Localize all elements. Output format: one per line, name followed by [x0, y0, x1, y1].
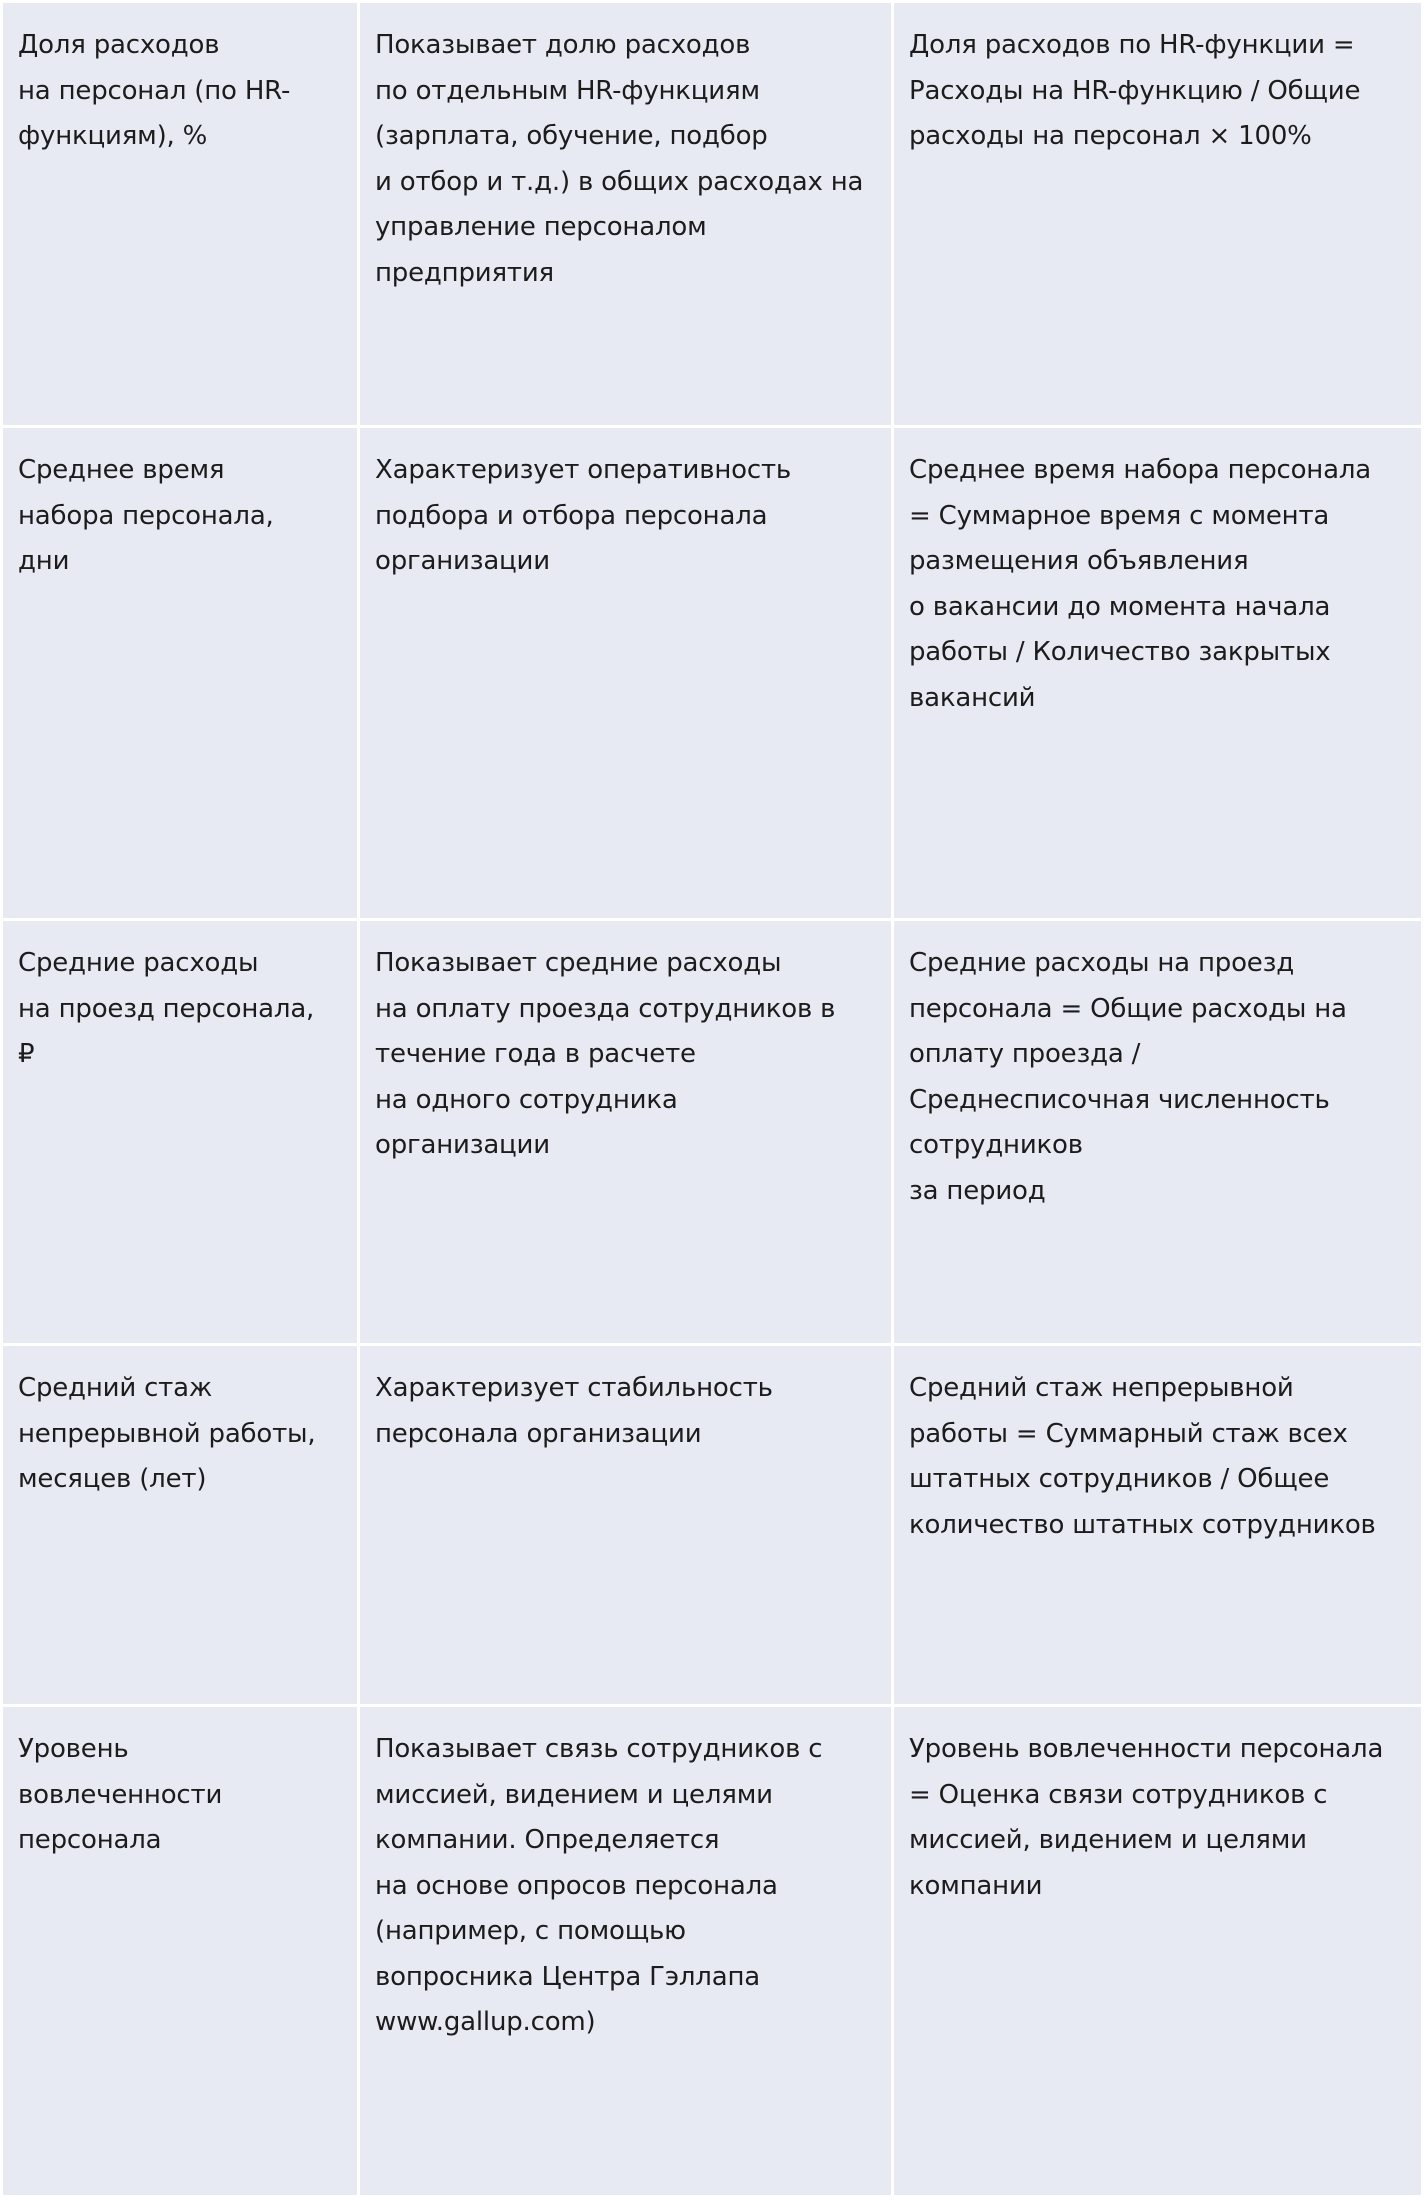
formula-text-line: количество штатных сотрудников [909, 1509, 1376, 1540]
formula-text-line: Расходы на HR-функцию / Общие [909, 75, 1361, 106]
description-text-line: на основе опросов персонала [375, 1870, 778, 1901]
hr-metrics-table [3, 3, 1421, 2195]
indicator-cell [3, 3, 357, 425]
description-text-line: миссией, видением и целями [375, 1779, 773, 1810]
description-text-line: предприятия [375, 257, 555, 288]
indicator-cell [3, 921, 357, 1343]
formula-text-line: Уровень вовлеченности персонала [909, 1734, 1384, 1764]
indicator-text-line: Среднее время [18, 455, 225, 485]
formula-text-line: о вакансии до момента начала [909, 591, 1331, 622]
indicator-cell [3, 1346, 357, 1704]
formula-text-line: = Суммарное время с момента [909, 500, 1330, 531]
formula-text-line: компании [909, 1870, 1043, 1901]
formula-text-line: штатных сотрудников / Общее [909, 1464, 1330, 1494]
indicator-text-line: Уровень [18, 1734, 129, 1764]
description-text-line: (зарплата, обучение, подбор [375, 121, 768, 151]
formula-cell [894, 428, 1421, 918]
formula-text-line: вакансий [909, 682, 1036, 713]
description-cell [360, 428, 891, 918]
formula-cell [894, 1346, 1421, 1704]
description-text-line: www.gallup.com) [375, 2007, 596, 2037]
description-text-line: компании. Определяется [375, 1825, 720, 1855]
indicator-text-line: месяцев (лет) [18, 1464, 207, 1494]
formula-text-line: расходы на персонал × 100% [909, 121, 1312, 151]
formula-text-line: Доля расходов по HR-функции = [909, 30, 1355, 60]
indicator-text-line: непрерывной работы, [18, 1418, 316, 1449]
description-text-line: Показывает связь сотрудников с [375, 1734, 823, 1764]
formula-text-line: сотрудников [909, 1130, 1083, 1160]
indicator-text-line: вовлеченности [18, 1779, 223, 1810]
indicator-text-line: ₽ [18, 1039, 35, 1069]
indicator-text-line: на проезд персонала, [18, 993, 315, 1024]
description-cell [360, 921, 891, 1343]
formula-cell [894, 921, 1421, 1343]
description-text-line: и отбор и т.д.) в общих расходах на [375, 166, 864, 197]
description-cell [360, 1346, 891, 1704]
indicator-text-line: функциям), % [18, 121, 208, 151]
description-text-line: Показывает средние расходы [375, 948, 782, 978]
indicator-text-line: Доля расходов [18, 30, 220, 60]
formula-text-line: персонала = Общие расходы на [909, 993, 1347, 1024]
indicator-cell [3, 428, 357, 918]
indicator-text-line: персонала [18, 1825, 162, 1855]
indicator-cell [3, 1707, 357, 2195]
indicator-text-line: Средний стаж [18, 1373, 213, 1403]
description-text-line: Характеризует оперативность [375, 455, 792, 485]
formula-cell [894, 1707, 1421, 2195]
description-text-line: Характеризует стабильность [375, 1373, 773, 1403]
formula-text-line: работы / Количество закрытых [909, 637, 1331, 667]
description-text-line: на оплату проезда сотрудников в [375, 993, 836, 1024]
formula-text-line: размещения объявления [909, 546, 1249, 576]
description-text-line: вопросника Центра Гэллапа [375, 1961, 760, 1992]
formula-cell [894, 3, 1421, 425]
description-text-line: организации [375, 546, 550, 576]
description-text-line: организации [375, 1130, 550, 1160]
description-text-line: течение года в расчете [375, 1039, 696, 1069]
description-cell [360, 1707, 891, 2195]
description-text-line: Показывает долю расходов [375, 30, 751, 60]
formula-text-line: миссией, видением и целями [909, 1825, 1307, 1855]
description-text-line: управление персоналом [375, 212, 707, 242]
description-text-line: персонала организации [375, 1418, 702, 1449]
indicator-text-line: дни [18, 546, 70, 576]
formula-text-line: Средние расходы на проезд [909, 948, 1294, 978]
indicator-text-line: на персонал (по HR- [18, 75, 291, 106]
formula-text-line: = Оценка связи сотрудников с [909, 1779, 1328, 1810]
formula-text-line: Среднесписочная численность [909, 1084, 1330, 1115]
description-text-line: на одного сотрудника [375, 1084, 678, 1115]
description-text-line: (например, с помощью [375, 1916, 686, 1946]
formula-text-line: Среднее время набора персонала [909, 455, 1371, 485]
indicator-text-line: Средние расходы [18, 948, 259, 978]
description-text-line: по отдельным HR-функциям [375, 75, 760, 106]
description-cell [360, 3, 891, 425]
description-text-line: подбора и отбора персонала [375, 500, 768, 531]
formula-text-line: оплату проезда / [909, 1039, 1141, 1069]
indicator-text-line: набора персонала, [18, 500, 274, 531]
formula-text-line: за период [909, 1175, 1046, 1206]
formula-text-line: работы = Суммарный стаж всех [909, 1418, 1348, 1449]
formula-text-line: Средний стаж непрерывной [909, 1373, 1294, 1403]
